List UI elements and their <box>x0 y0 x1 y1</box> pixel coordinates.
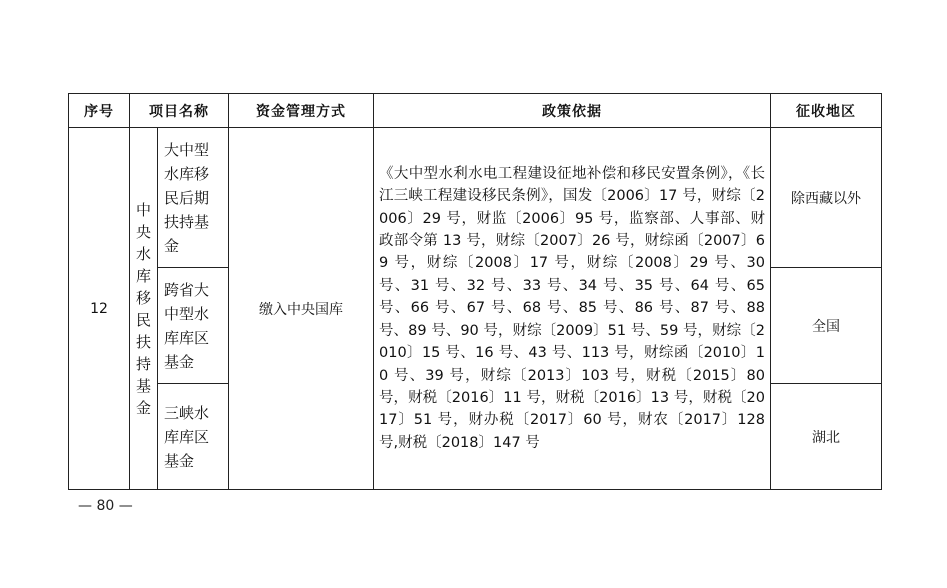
sub-item-region: 全国 <box>771 268 882 384</box>
header-seq: 序号 <box>69 94 130 128</box>
header-project-name: 项目名称 <box>130 94 229 128</box>
header-management: 资金管理方式 <box>229 94 374 128</box>
sub-item-name: 三峡水库库区基金 <box>158 384 229 490</box>
management-method: 缴入中央国库 <box>229 128 374 490</box>
fund-table <box>68 93 882 490</box>
row-seq: 12 <box>69 128 130 490</box>
sub-item-name: 跨省大中型水库库区基金 <box>158 268 229 384</box>
sub-item-region: 湖北 <box>771 384 882 490</box>
header-row <box>69 94 882 128</box>
policy-basis: 《大中型水利水电工程建设征地补偿和移民安置条例》，《长江三峡工程建设移民条例》，国发〔2006〕17 号，财综〔2006〕29 号，财监〔2006〕95 号，监察部、人事部、财政部令第 13 号，财综〔2007〕26 号，财综函〔2007〕69 号，财综〔2008〕17 号，财综〔2008〕29 号、30 号、31 号、32 号、33 号、34 号、35 号、64 号、65 号、66 号、67 号、68 号、85 号、86 号、87 号、88 号、89 号、90 号，财综〔2009〕51 号、59 号，财综〔2010〕15 号、16 号、43 号、113 号，财综函〔2010〕10 号、39 号，财综〔2013〕103 号，财税〔2015〕80 号，财税〔2016〕11 号，财税〔2016〕13 号，财税〔2017〕51 号，财办税〔2017〕60 号，财农〔2017〕128 号,财税〔2018〕147 号 <box>374 128 771 490</box>
sub-item-name: 大中型水库移民后期扶持基金 <box>158 128 229 268</box>
header-policy: 政策依据 <box>374 94 771 128</box>
header-region: 征收地区 <box>771 94 882 128</box>
page-number: — 80 — <box>78 498 133 514</box>
sub-item-region: 除西藏以外 <box>771 128 882 268</box>
fund-name: 中央水库移民扶持基金 <box>135 200 151 417</box>
fund-name-cell <box>130 128 158 490</box>
table-row <box>69 128 882 268</box>
